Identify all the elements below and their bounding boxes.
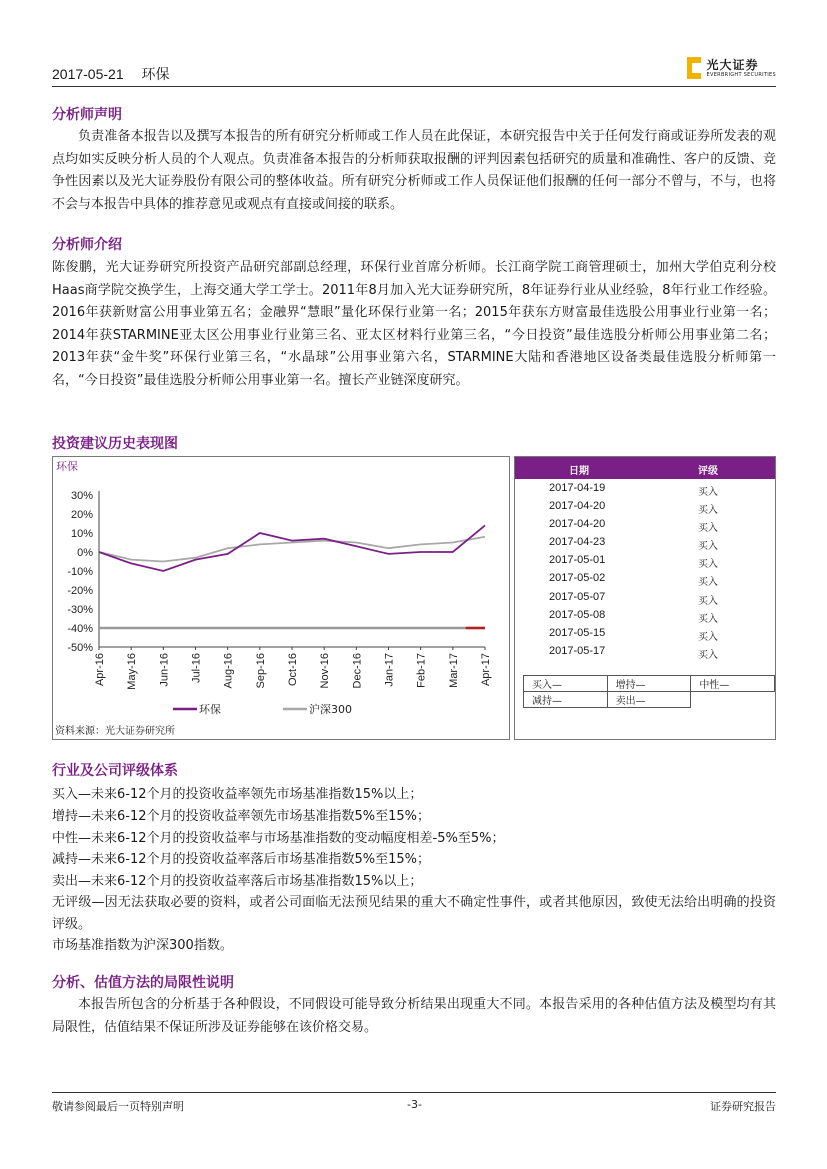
y-tick-label: 30%	[70, 490, 93, 502]
y-tick-label: 10%	[70, 528, 93, 540]
page-footer	[52, 1092, 776, 1113]
rating-header-rating: 评级	[698, 466, 718, 477]
legend-sell: 卖出—	[607, 692, 691, 708]
chart-label: 环保	[56, 460, 78, 473]
rating-date: 2017-04-20	[549, 518, 606, 531]
no-rating-text: 无评级—因无法获取必要的资料，或者公司面临无法预见结果的重大不确定性事件，或者其他原因，致使无法给出明确的投资评级。	[52, 895, 776, 932]
header-info	[52, 64, 170, 84]
rating-value: 买入	[698, 577, 718, 589]
rating-system-title: 行业及公司评级体系	[52, 763, 178, 779]
rating-header-date: 日期	[569, 466, 589, 477]
x-tick-label: Oct-16	[287, 653, 299, 687]
rating-value: 买入	[698, 649, 718, 661]
rating-line-sell: 卖出—未来6-12个月的投资收益率落后市场基准指数15%以上；	[52, 874, 423, 890]
chart-source: 资料来源：光大证券研究所	[55, 726, 175, 737]
rating-row	[515, 516, 775, 534]
rating-value: 买入	[698, 487, 718, 498]
x-tick-label: Aug-16	[222, 653, 235, 689]
y-tick-label: 20%	[70, 509, 93, 521]
x-tick-label: Sep-16	[254, 653, 267, 689]
footer-disclaimer: 敬请参阅最后一页特别声明	[52, 1100, 184, 1113]
analyst-statement-text: 负责准备本报告以及撰写本报告的所有研究分析师或工作人员在此保证，本研究报告中关于任何发行商或证券所发表的观点均如实反映分析人员的个人观点。负责准备本报告的分析师获取报酬的评判因素包括研究的质量和准确性、客户的反馈、竞争性因素以及光大证券股份有限公司的整体收益。所有研究分析师或工作人员保证他们报酬的任何一部分不曾与，不与，也将不会与本报告中具体的推荐意见或观点有直接或间接的联系。	[52, 129, 776, 212]
logo-mark-icon	[687, 57, 701, 79]
analyst-statement-title: 分析师声明	[52, 107, 122, 123]
rating-row	[515, 643, 775, 661]
legend-label: 沪深300	[309, 703, 352, 716]
limitations-text: 本报告所包含的分析基于各种假设，不同假设可能导致分析结果出现重大不同。本报告采用的各种估值方法及模型均有其局限性，估值结果不保证所涉及证券能够在该价格交易。	[52, 997, 776, 1035]
x-tick-label: Jan-17	[383, 653, 396, 687]
legend-underweight: 减持—	[524, 692, 608, 708]
rating-legend	[523, 675, 775, 708]
rating-row	[515, 534, 775, 552]
rating-date: 2017-05-02	[549, 572, 606, 585]
x-tick-label: Feb-17	[415, 653, 428, 688]
report-sector: 环保	[141, 66, 170, 82]
page-header	[52, 56, 776, 87]
x-tick-label: May-16	[126, 653, 139, 690]
report-date: 2017-05-21	[52, 66, 124, 82]
rating-line-underweight: 减持—未来6-12个月的投资收益率落后市场基准指数5%至15%；	[52, 852, 431, 868]
rating-row	[515, 589, 775, 607]
rating-date: 2017-04-20	[549, 500, 606, 513]
rating-system-lines	[52, 784, 776, 893]
rating-value: 买入	[698, 523, 718, 535]
footer-report-type: 证券研究报告	[710, 1100, 776, 1113]
rating-date: 2017-05-15	[549, 626, 606, 639]
rating-date: 2017-05-07	[549, 590, 606, 603]
page-number: -3-	[407, 1098, 422, 1111]
legend-buy: 买入—	[524, 676, 608, 692]
legend-overweight: 增持—	[607, 676, 691, 692]
x-tick-label: Mar-17	[447, 653, 460, 688]
legend-label: 环保	[199, 703, 221, 716]
history-chart	[52, 456, 510, 740]
rating-value: 买入	[698, 631, 718, 643]
analyst-intro-text: 陈俊鹏，光大证券研究所投资产品研究部副总经理，环保行业首席分析师。长江商学院工商管理硕士，加州大学伯克利分校Haas商学院交换学生，上海交通大学工学士。2011年8月加入光大证券研究所，8年证券行业从业经验，8年行业工作经验。2016年获新财富公用事业第五名；金融界“慧眼”量化环保行业第一名；2015年获东方财富最佳选股公用事业行业第一名；2014年获STARMINE亚太区公用事业行业第三名、亚太区材料行业第三名，“今日投资”最佳选股分析师公用事业第二名；2013年获“金牛奖”环保行业第三名，“水晶球”公用事业第六名，STARMINE大陆和香港地区设备类最佳选股分析师第一名，“今日投资”最佳选股分析师公用事业第一名。擅长产业链深度研究。	[52, 260, 776, 388]
rating-row	[515, 552, 775, 570]
rating-date: 2017-05-01	[549, 554, 606, 567]
rating-rows	[515, 480, 775, 661]
limitations-title: 分析、估值方法的局限性说明	[52, 975, 234, 991]
x-tick-label: Dec-16	[351, 653, 364, 689]
y-tick-label: -30%	[67, 604, 93, 616]
x-tick-label: Jun-16	[158, 653, 171, 687]
rating-row	[515, 498, 775, 516]
x-tick-label: Apr-16	[94, 653, 106, 687]
y-tick-label: 0%	[77, 547, 93, 559]
logo-cn: 光大证券	[706, 57, 759, 72]
y-tick-label: -20%	[67, 585, 93, 597]
line-chart	[53, 457, 509, 739]
rating-date: 2017-05-08	[549, 608, 606, 621]
history-chart-title: 投资建议历史表现图	[52, 436, 178, 452]
x-tick-label: Nov-16	[319, 653, 332, 689]
company-logo	[687, 56, 776, 80]
rating-row	[515, 607, 775, 625]
analyst-intro-title: 分析师介绍	[52, 237, 122, 253]
y-tick-label: -40%	[67, 623, 93, 635]
legend-neutral: 中性—	[691, 676, 775, 692]
rating-value: 买入	[698, 541, 718, 553]
rating-value: 买入	[698, 613, 718, 625]
rating-line-neutral: 中性—未来6-12个月的投资收益率与市场基准指数的变动幅度相差-5%至5%；	[52, 830, 505, 846]
rating-history-table	[514, 456, 776, 740]
x-tick-label: Jul-16	[190, 653, 203, 683]
y-tick-label: -50%	[67, 642, 93, 654]
legend-empty	[691, 692, 775, 708]
rating-line-overweight: 增持—未来6-12个月的投资收益率领先市场基准指数5%至15%；	[52, 808, 431, 824]
rating-row	[515, 570, 775, 588]
series-line-hb	[99, 525, 485, 571]
logo-en: EVERBRIGHT SECURITIES	[706, 71, 776, 78]
rating-row	[515, 625, 775, 643]
rating-date: 2017-05-17	[549, 644, 606, 657]
rating-value: 买入	[698, 505, 718, 517]
rating-date: 2017-04-23	[549, 536, 606, 549]
benchmark-text: 市场基准指数为沪深300指数。	[52, 938, 233, 953]
rating-value: 买入	[698, 559, 718, 571]
y-tick-label: -10%	[67, 566, 93, 578]
rating-table-header	[515, 457, 775, 479]
rating-line-buy: 买入—未来6-12个月的投资收益率领先市场基准指数15%以上；	[52, 787, 423, 802]
x-tick-label: Apr-17	[480, 653, 492, 687]
rating-row	[515, 480, 775, 498]
rating-date: 2017-04-19	[549, 482, 606, 494]
rating-value: 买入	[698, 595, 718, 607]
